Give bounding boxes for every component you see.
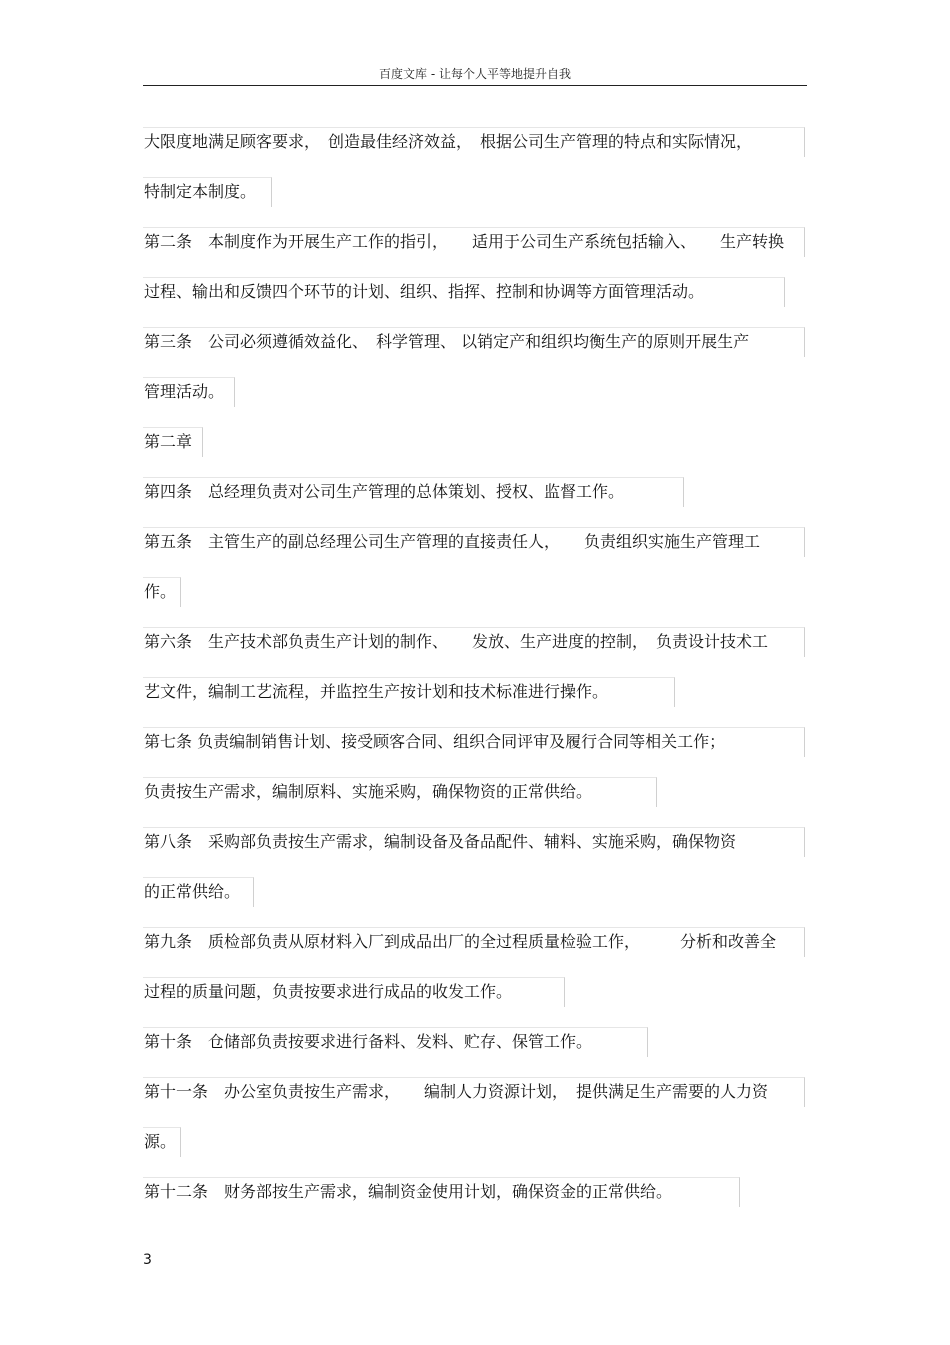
body-text-line: 过程的质量问题，负责按要求进行成品的收发工作。 xyxy=(144,982,513,1001)
page-header xyxy=(143,64,807,86)
article-heading-line: 第十条 仓储部负责按要求进行备料、发料、贮存、保管工作。 xyxy=(144,1032,593,1051)
body-text-line: 源。 xyxy=(144,1132,177,1151)
article-heading-line: 第六条 生产技术部负责生产计划的制作、 发放、生产进度的控制， 负责设计技术工 xyxy=(144,632,769,651)
body-text-line: 作。 xyxy=(144,582,177,601)
body-text-line: 的正常供给。 xyxy=(144,882,241,901)
article-heading-line: 第四条 总经理负责对公司生产管理的总体策划、授权、监督工作。 xyxy=(144,482,625,501)
article-heading-line: 第五条 主管生产的副总经理公司生产管理的直接责任人， 负责组织实施生产管理工 xyxy=(144,532,761,551)
article-heading-line: 第九条 质检部负责从原材料入厂到成品出厂的全过程质量检验工作， 分析和改善全 xyxy=(144,932,777,951)
article-heading-line: 第七条 负责编制销售计划、接受顾客合同、组织合同评审及履行合同等相关工作； xyxy=(144,732,726,751)
body-text-line: 过程、输出和反馈四个环节的计划、组织、指挥、控制和协调等方面管理活动。 xyxy=(144,282,705,301)
article-heading-line: 第八条 采购部负责按生产需求，编制设备及备品配件、辅料、实施采购，确保物资 xyxy=(144,832,737,851)
page-number: 3 xyxy=(143,1252,152,1268)
body-text-line: 管理活动。 xyxy=(144,382,225,401)
body-text-line: 负责按生产需求，编制原料、实施采购，确保物资的正常供给。 xyxy=(144,782,593,801)
chapter-heading: 第二章 xyxy=(144,432,193,451)
article-heading-line: 第二条 本制度作为开展生产工作的指引， 适用于公司生产系统包括输入、 生产转换 xyxy=(144,232,785,251)
article-heading-line: 第十一条 办公室负责按生产需求， 编制人力资源计划， 提供满足生产需要的人力资 xyxy=(144,1082,769,1101)
article-heading-line: 第十二条 财务部按生产需求，编制资金使用计划，确保资金的正常供给。 xyxy=(144,1182,673,1201)
article-heading-line: 第三条 公司必须遵循效益化、 科学管理、 以销定产和组织均衡生产的原则开展生产 xyxy=(144,332,750,351)
header-title: 百度文库 - 让每个人平等地提升自我 xyxy=(379,67,571,81)
body-text-line: 特制定本制度。 xyxy=(144,182,257,201)
body-text-line: 大限度地满足顾客要求， 创造最佳经济效益， 根据公司生产管理的特点和实际情况， xyxy=(144,132,753,151)
body-text-line: 艺文件，编制工艺流程，并监控生产按计划和技术标准进行操作。 xyxy=(144,682,609,701)
